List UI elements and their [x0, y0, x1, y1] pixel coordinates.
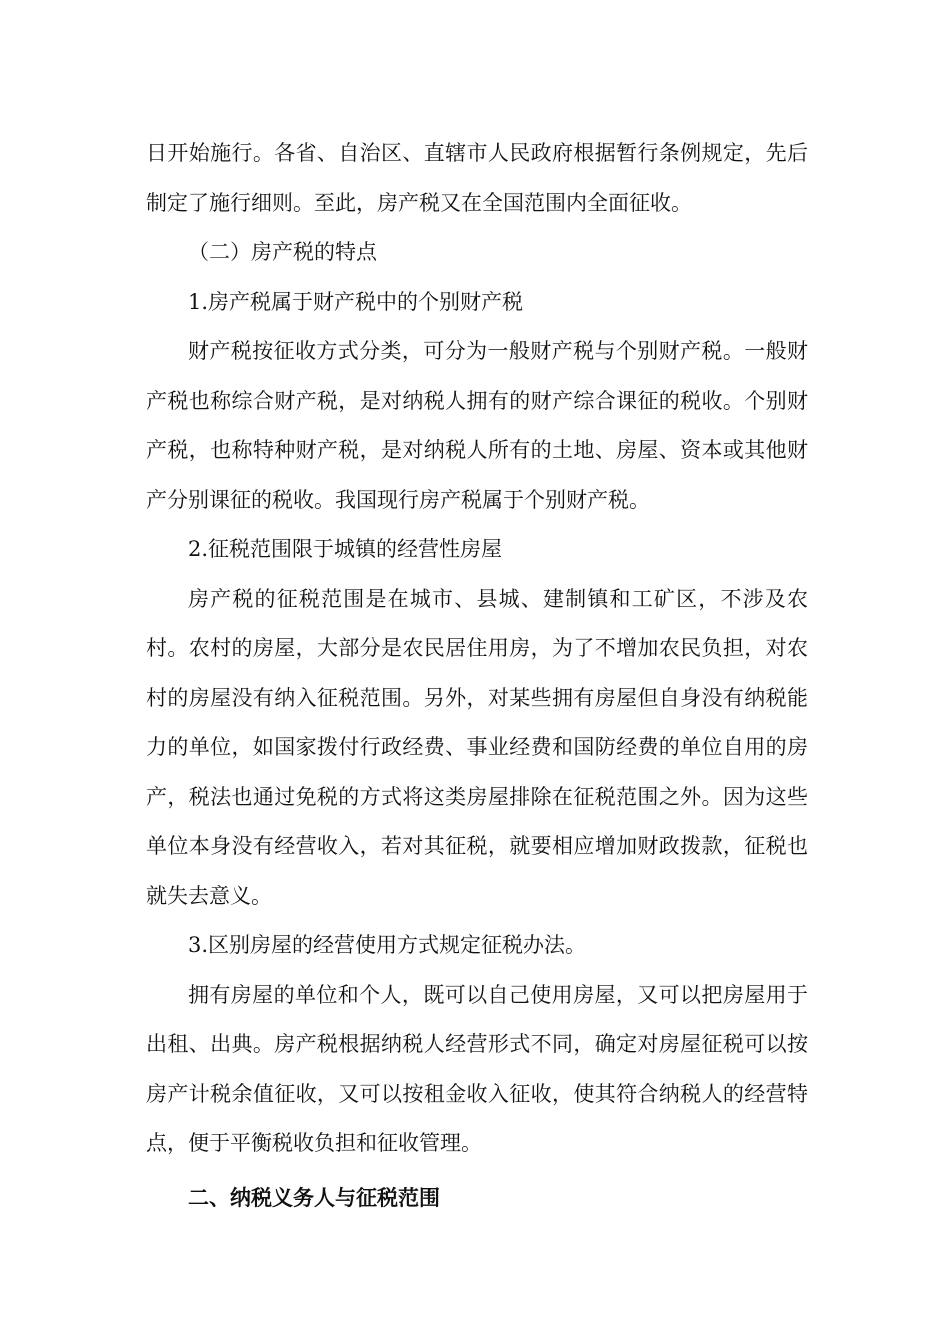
document-body: [146, 129, 808, 1222]
paragraph-tax-scope: 房产税的征税范围是在城市、县城、建制镇和工矿区，不涉及农村。农村的房屋，大部分是农民居住用房，为了不增加农民负担，对农村的房屋没有纳入征税范围。另外，对某些拥有房屋但自身没有纳税能力的单位，如国家拨付行政经费、事业经费和国防经费的单位自用的房产，税法也通过免税的方式将这类房屋排除在征税范围之外。因为这些单位本身没有经营收入，若对其征税，就要相应增加财政拨款，征税也就失去意义。: [146, 586, 808, 908]
paragraph-usage-method: 拥有房屋的单位和个人，既可以自己使用房屋，又可以把房屋用于出租、出典。房产税根据纳税人经营形式不同，确定对房屋征税可以按房产计税余值征收，又可以按租金收入征收，使其符合纳税人的经营特点，便于平衡税收负担和征收管理。: [146, 982, 808, 1155]
section-heading: 二、纳税义务人与征税范围: [188, 1184, 440, 1210]
subheading-features: （二）房产税的特点: [188, 240, 377, 264]
item-heading-3: 3.区别房屋的经营使用方式规定征税办法。: [188, 933, 587, 957]
paragraph-continuation: 日开始施行。各省、自治区、直辖市人民政府根据暂行条例规定，先后制定了施行细则。至此，房产税又在全国范围内全面征收。: [146, 141, 808, 215]
item-heading-2: 2.征税范围限于城镇的经营性房屋: [188, 537, 503, 561]
item-heading-1: 1.房产税属于财产税中的个别财产税: [188, 289, 524, 314]
paragraph-property-tax-classification: 财产税按征收方式分类，可分为一般财产税与个别财产税。一般财产税也称综合财产税，是对纳税人拥有的财产综合课征的税收。个别财产税，也称特种财产税，是对纳税人所有的土地、房屋、资本或其他财产分别课征的税收。我国现行房产税属于个别财产税。: [146, 339, 808, 512]
